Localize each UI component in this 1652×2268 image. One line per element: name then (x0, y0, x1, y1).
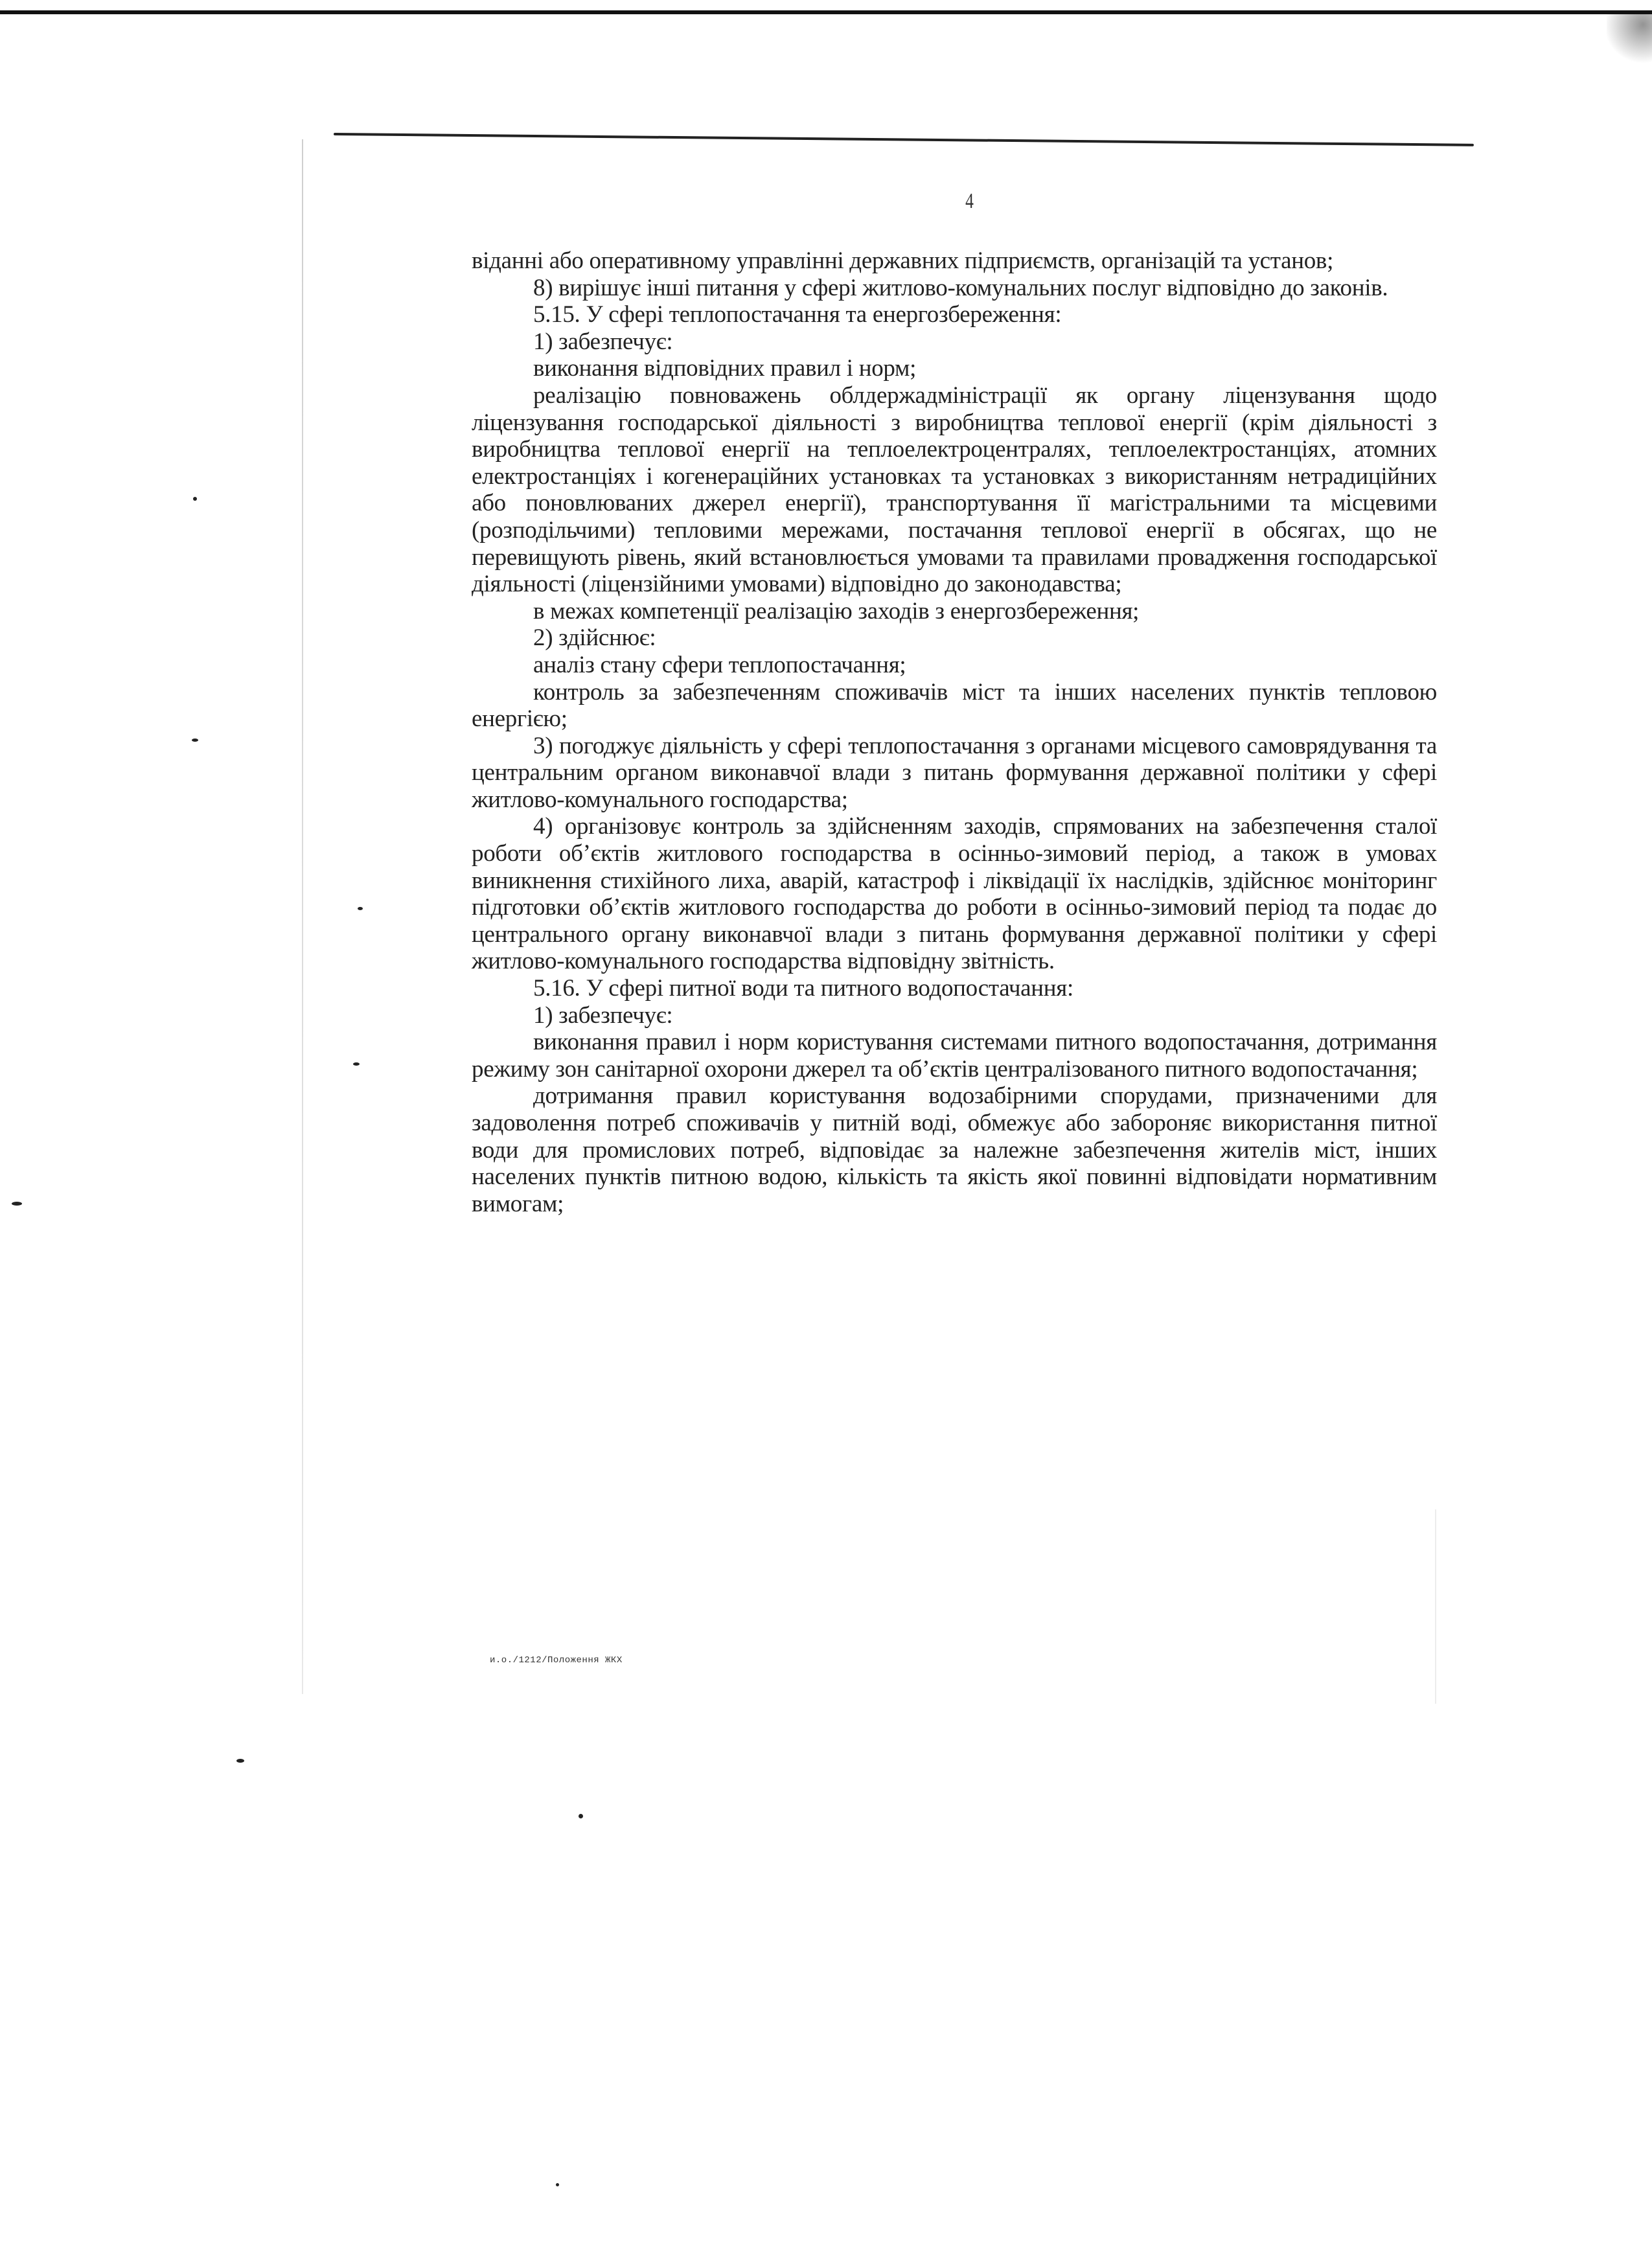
paragraph: виконання відповідних правил і норм; (533, 355, 917, 382)
section-heading-5-15: 5.15. У сфері теплопостачання та енергозбереження: (533, 301, 1062, 328)
page-right-edge-line (1435, 1509, 1436, 1704)
paragraph: віданні або оперативному управлінні державних підприємств, організацій та установ; (472, 247, 1334, 274)
paragraph: в межах компетенції реалізацію заходів з енергозбереження; (533, 597, 1140, 624)
scan-speck (556, 2183, 559, 2186)
paragraph: 3) погоджує діяльність у сфері теплопостачання з органами місцевого самоврядування та центральним органом виконавчої влади з питань формування державної політики у сфері житлово-комунального господарства; (472, 732, 1437, 813)
footer-document-code: и.о./1212/Положення ЖКХ (490, 1655, 623, 1666)
paragraph: 4) організовує контроль за здійсненням заходів, спрямованих на забезпечення сталої роботи об’єктів житлового господарства в осінньо-зимовий період, а також в умовах виникнення стихійного лиха, аварій, катастроф і ліквідації їх наслідків, здійснює моніторинг підготовки об’єктів житлового господарства до роботи в осінньо-зимовий період та подає до центрального органу виконавчої влади з питань формування державної політики у сфері житлово-комунального господарства відповідну звітність. (472, 813, 1437, 975)
section-heading-5-16: 5.16. У сфері питної води та питного водопостачання: (533, 975, 1074, 1002)
scan-speck (193, 497, 197, 501)
scan-speck (192, 739, 198, 742)
scan-speck (12, 1202, 22, 1206)
page-top-edge-line (334, 133, 1474, 146)
paragraph: реалізацію повноважень облдержадміністрації як органу ліцензування щодо ліцензування господарської діяльності з виробництва теплової енергії (крім діяльності з виробництва теплової енергії на теплоелектроцентралях, теплоелектростанціях, атомних електростанціях і когенераційних установках та установках з використанням нетрадиційних або поновлюваних джерел енергії), транспортування її магістральними та місцевими (розподільчими) тепловими мережами, постачання теплової енергії в обсягах, що не перевищують рівень, який встановлюється умовами та правилами провадження господарської діяльності (ліцензійними умовами) відповідно до законодавства; (472, 382, 1437, 598)
paragraph: 2) здійснює: (533, 624, 656, 652)
paragraph: контроль за забезпеченням споживачів міст та інших населених пунктів тепловою енергією; (472, 678, 1437, 733)
paragraph: 1) забезпечує: (533, 1002, 673, 1029)
scan-speck (236, 1759, 244, 1763)
scan-speck (358, 907, 363, 910)
document-body (472, 247, 1437, 1217)
page-left-edge-line (302, 139, 303, 1694)
paragraph: 1) забезпечує: (533, 328, 673, 355)
scan-speck (353, 1062, 360, 1066)
paragraph: дотримання правил користування водозабірними спорудами, призначеними для задоволення потреб споживачів у питній воді, обмежує або забороняє використання питної води для промислових потреб, відповідає за належне забезпечення жителів міст, інших населених пунктів питною водою, кількість та якість якої повинні відповідати нормативним вимогам; (472, 1082, 1437, 1217)
scan-corner-smudge (1607, 14, 1652, 66)
paragraph: аналіз стану сфери теплопостачання; (533, 651, 906, 678)
paragraph: виконання правил і норм користування системами питного водопостачання, дотримання режиму зон санітарної охорони джерел та об’єктів централізованого питного водопостачання; (472, 1029, 1437, 1082)
scan-speck (579, 1814, 583, 1818)
scan-top-edge (0, 10, 1652, 14)
page-number: 4 (965, 189, 974, 213)
paragraph: 8) вирішує інші питання у сфері житлово-комунальних послуг відповідно до законів. (533, 274, 1388, 301)
